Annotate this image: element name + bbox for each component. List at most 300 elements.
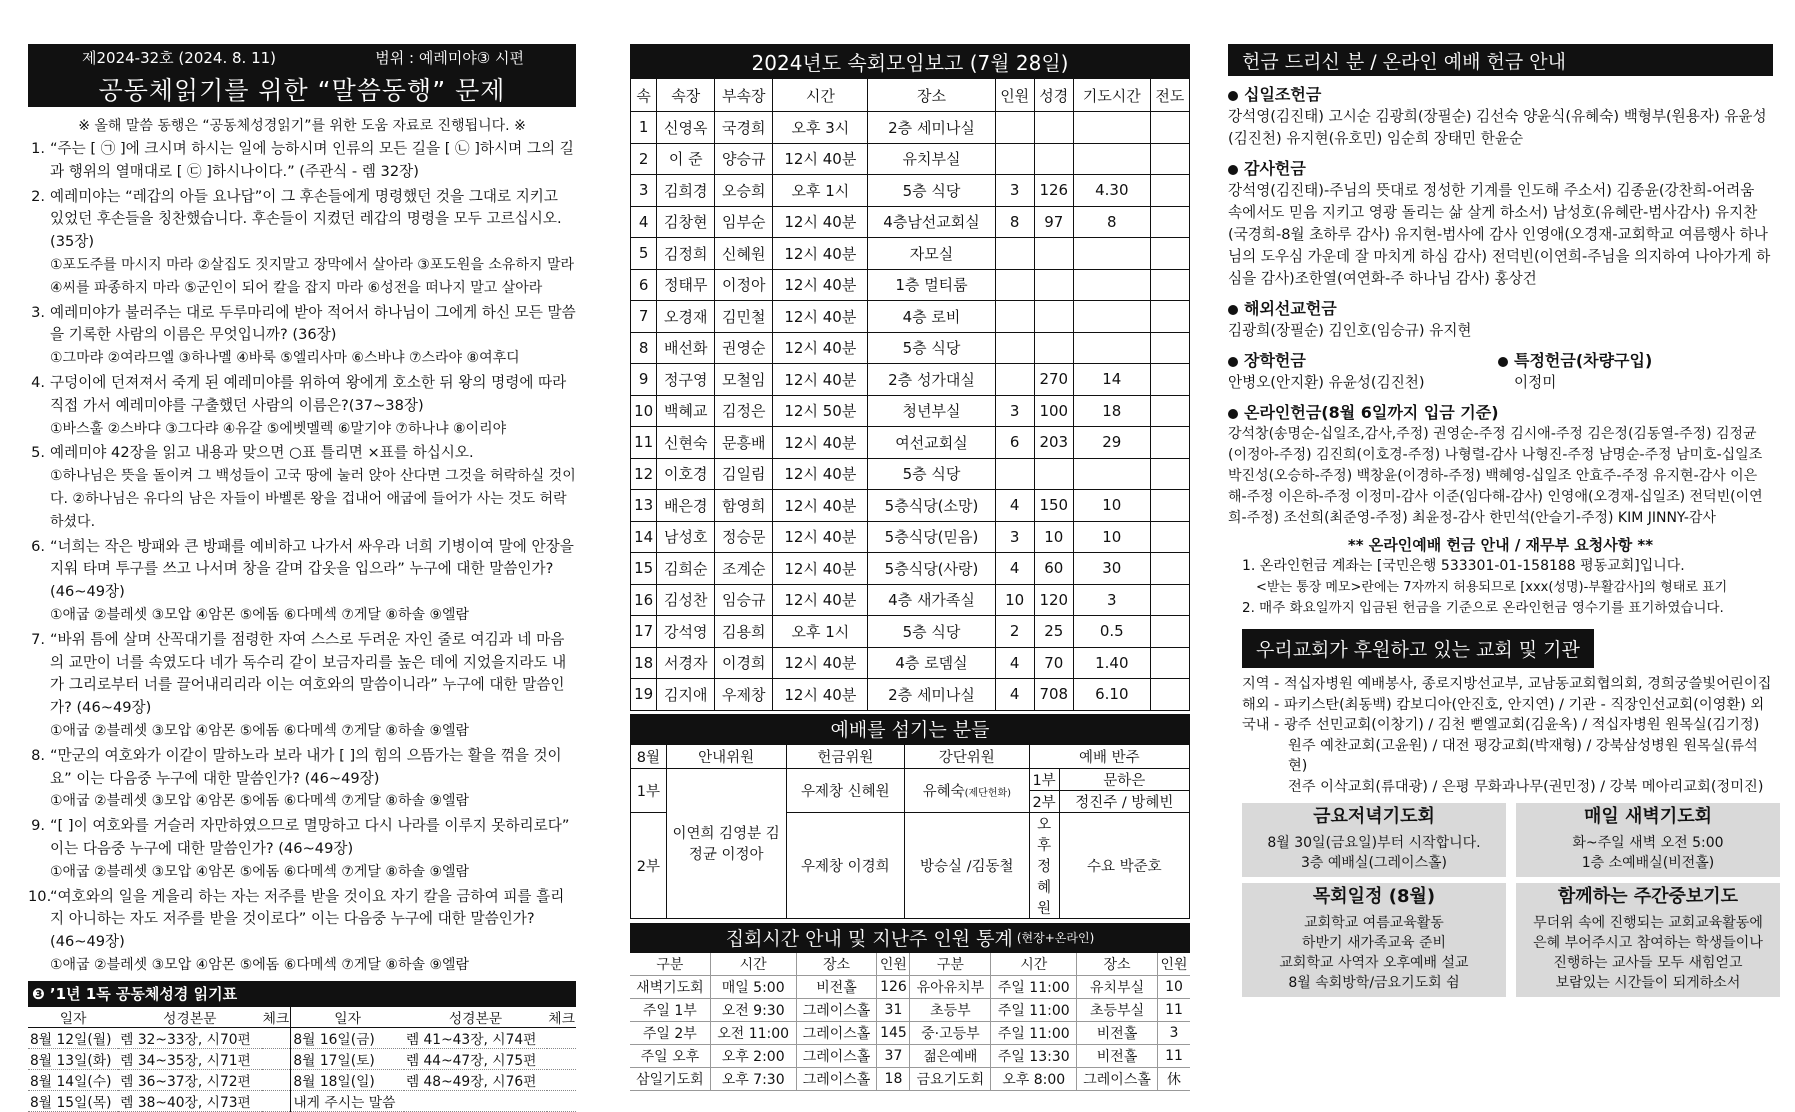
online-heading-text: 온라인헌금(8월 6일까지 입금 기준) (1244, 403, 1499, 422)
stats-cell: 31 (877, 999, 910, 1022)
reading-range: 범위 : 예레미야③ 시편 (375, 49, 524, 67)
question-item (28, 815, 576, 883)
stats-row (630, 1068, 1190, 1091)
question-number: 7. (31, 630, 45, 648)
group-cell: 126 (1034, 175, 1073, 207)
group-cell (995, 238, 1034, 270)
group-cell: 4.30 (1073, 175, 1150, 207)
group-cell: 3 (995, 175, 1034, 207)
stats-cell: 그레이스홀 (796, 1022, 877, 1045)
notice-box (1242, 803, 1506, 877)
group-cell: 12시 40분 (773, 332, 868, 364)
notice-box-title: 금요저녁기도회 (1313, 806, 1435, 827)
group-col-header: 성경 (1034, 79, 1073, 112)
reading-cell: 렘 48~49장, 시76편 (404, 1069, 547, 1090)
group-cell: 6 (995, 427, 1034, 459)
group-cell: 김정희 (657, 238, 715, 270)
mission-heading (1228, 298, 1773, 320)
group-cell: 김성찬 (657, 584, 715, 616)
group-cell: 29 (1073, 427, 1150, 459)
stats-title-text: 집회시간 안내 및 지난주 인원 통계 (725, 928, 1013, 950)
group-cell: 8 (631, 332, 657, 364)
reading-col-header: 일자 (28, 1007, 118, 1028)
offering-column (1228, 44, 1773, 997)
question-body (50, 886, 576, 977)
reading-col-header: 성경본문 (118, 1007, 261, 1028)
group-cell (1150, 301, 1189, 333)
question-item (28, 442, 576, 533)
question-item (28, 138, 576, 184)
stats-cell: 오후 7:30 (710, 1068, 796, 1091)
question-text: “여호와의 일을 게을리 하는 자는 저주를 받을 것이요 자기 칼을 금하여 피를 흘리지 아니하는 자도 저주를 받을 것이로다” 이는 다음중 누구에 대한 말씀인가? (46~49장) (50, 887, 565, 951)
stats-cell: 매일 5:00 (710, 976, 796, 999)
group-cell: 오후 1시 (773, 175, 868, 207)
group-row (631, 238, 1190, 270)
group-row (631, 269, 1190, 301)
question-options: ①포도주를 마시지 마라 ②살집도 짓지말고 장막에서 살아라 ③포도원을 소유하지 말라 ④씨를 파종하지 마라 ⑤군인이 되어 칼을 잡지 마라 ⑥성전을 떠나지 말고 살아라 (50, 256, 574, 296)
reading-row (28, 1090, 576, 1111)
reading-col-header: 성경본문 (404, 1007, 547, 1028)
group-cell: 4 (995, 490, 1034, 522)
question-body (50, 302, 576, 370)
question-number: 9. (31, 817, 45, 835)
reading-cell: 렘 32~33장, 시70편 (118, 1027, 261, 1048)
band-part1: 1부 (1029, 768, 1059, 790)
group-cell: 12시 40분 (773, 206, 868, 238)
stats-cell: 주일 2부 (630, 1022, 710, 1045)
question-text: “주는 [ ㉠ ]에 크시며 하시는 일에 능하시며 인류의 모든 길을 [ ㉡ ]하시며 그의 길과 행위의 열매대로 [ ㉢ ]하시나이다.” (주관식 - 렘 32장) (50, 140, 574, 180)
notice-box-line: 교회학교 사역자 오후예배 설교 (1279, 955, 1469, 971)
reading-check[interactable] (547, 1027, 576, 1048)
quiz-column (28, 44, 576, 1112)
question-number: 4. (31, 373, 45, 391)
group-row (631, 112, 1190, 144)
group-cell: 203 (1034, 427, 1073, 459)
reading-cell: 8월 15일(목) (28, 1090, 118, 1111)
stats-subtitle: (현장+온라인) (1016, 931, 1095, 945)
scholarship-special-section (1228, 350, 1773, 394)
reading-check[interactable] (262, 1090, 291, 1111)
stats-cell: 비전홀 (1077, 1045, 1158, 1068)
group-cell: 모철임 (715, 364, 773, 396)
group-row (631, 332, 1190, 364)
thanks-heading (1228, 158, 1773, 180)
group-cell: 13 (631, 490, 657, 522)
question-item (28, 302, 576, 370)
group-cell: 4 (995, 647, 1034, 679)
group-row (631, 301, 1190, 333)
group-cell: 정태무 (657, 269, 715, 301)
stats-cell: 오전 11:00 (710, 1022, 796, 1045)
stats-col-header: 구분 (630, 953, 710, 976)
group-col-header: 전도 (1150, 79, 1189, 112)
reading-cell: 렘 44~47장, 시75편 (404, 1048, 547, 1069)
group-cell (995, 364, 1034, 396)
group-cell: 이호경 (657, 458, 715, 490)
group-cell: 5층식당(믿음) (868, 521, 995, 553)
group-cell: 270 (1034, 364, 1073, 396)
online-section (1228, 402, 1773, 529)
reading-check[interactable] (547, 1069, 576, 1090)
servers-pulpit-head: 강단위원 (905, 744, 1030, 768)
reading-cell: 8월 13일(화) (28, 1048, 118, 1069)
thanks-section (1228, 158, 1773, 290)
group-cell: 14 (1073, 364, 1150, 396)
servers-pulpit1 (905, 768, 1030, 812)
group-col-header: 속장 (657, 79, 715, 112)
group-cell: 정승문 (715, 521, 773, 553)
support-line: 전주 이삭교회(류대광) / 은평 무화과나무(권민정) / 강북 메아리교회(정미진) (1288, 778, 1764, 795)
group-cell: 이정아 (715, 269, 773, 301)
group-cell: 임승규 (715, 584, 773, 616)
reading-check[interactable] (547, 1048, 576, 1069)
stats-cell: 126 (877, 976, 910, 999)
notice-box-line: 8월 속회방학/금요기도회 쉼 (1288, 975, 1460, 991)
question-body (50, 186, 576, 300)
group-cell: 7 (631, 301, 657, 333)
question-body (50, 745, 576, 813)
stats-col-header: 장소 (796, 953, 877, 976)
group-cell: 14 (631, 521, 657, 553)
group-cell (995, 332, 1034, 364)
group-cell: 5층 식당 (868, 458, 995, 490)
group-cell (1150, 679, 1189, 711)
group-cell: 4층 새가족실 (868, 584, 995, 616)
reading-cell: 내게 주시는 말씀 (291, 1090, 404, 1111)
mission-section (1228, 298, 1773, 342)
report-column (630, 44, 1190, 1091)
question-item (28, 536, 576, 627)
band-afternoon: 오후 정혜원 (1029, 812, 1059, 918)
stats-cell: 18 (877, 1068, 910, 1091)
scholarship-names: 안병오(안지환) 유윤성(김진천) (1228, 374, 1425, 391)
group-cell: 신영옥 (657, 112, 715, 144)
group-cell: 우제창 (715, 679, 773, 711)
group-cell: 12시 50분 (773, 395, 868, 427)
group-row (631, 553, 1190, 585)
notice-box-line: 1층 소예배실(비전홀) (1581, 855, 1715, 871)
band-part2: 2부 (1029, 790, 1059, 812)
reading-cell: 8월 18일(일) (291, 1069, 404, 1090)
question-number: 6. (31, 537, 45, 555)
group-cell: 12시 40분 (773, 269, 868, 301)
band-part1-name: 문하은 (1059, 768, 1189, 790)
group-cell: 60 (1034, 553, 1073, 585)
question-body (50, 815, 576, 883)
tithe-section (1228, 84, 1773, 150)
question-number: 8. (31, 746, 45, 764)
servers-band-head: 예배 반주 (1029, 744, 1189, 768)
group-cell: 배은경 (657, 490, 715, 522)
servers-pulpit1-name: 유혜숙 (922, 783, 965, 800)
group-cell: 30 (1073, 553, 1150, 585)
group-cell: 5층 식당 (868, 175, 995, 207)
question-list (28, 138, 576, 977)
reading-cell: 렘 36~37장, 시72편 (118, 1069, 261, 1090)
stats-col-header: 구분 (910, 953, 991, 976)
scholarship-heading (1228, 350, 1498, 372)
servers-part1: 1부 (631, 768, 667, 812)
group-cell: 12 (631, 458, 657, 490)
group-cell (1034, 301, 1073, 333)
group-cell: 4층 로비 (868, 301, 995, 333)
group-cell: 유치부실 (868, 143, 995, 175)
group-cell: 3 (995, 521, 1034, 553)
stats-col-header: 장소 (1077, 953, 1158, 976)
servers-guide-head: 안내위원 (666, 744, 786, 768)
question-options: ①애굽 ②블레셋 ③모압 ④암몬 ⑤에돔 ⑥다메섹 ⑦게달 ⑧하솔 ⑨엘람 (50, 722, 470, 739)
stats-cell: 그레이스홀 (796, 1045, 877, 1068)
guide-line-3: 2. 매주 화요일까지 입금된 헌금을 기준으로 온라인헌금 영수기를 표기하였습니다. (1242, 600, 1724, 616)
question-options: ①바스훌 ②스바댜 ③그다랴 ④유갈 ⑤에벳멜렉 ⑥말기야 ⑦하나냐 ⑧이리야 (50, 420, 507, 437)
group-row (631, 521, 1190, 553)
group-cell: 김일림 (715, 458, 773, 490)
stats-cell: 중·고등부 (910, 1022, 991, 1045)
group-cell (995, 269, 1034, 301)
online-names: 강석창(송명순-십일조,감사,주정) 권영순-주정 김시애-주정 김은정(김동열-주정) 김정균(이정아-주정) 김진희(이호경-주정) 나형렬-감사 나형진-주정 남명순-주정 남미호-십일조 박진성(오승하-주정) 백창윤(이경하-주정) 백혜영-십일조 안효주-주정 유지현-감사 이은해-주정 이은하-주정 이정미-감사 이준(임다해-감사) 인영애(오경재-십일조) 전덕빈(이연희-주정) 조선희(최준영-주정) 최윤정-감사 한민석(안슬기-주정) KIM JINNY-감사 (1228, 426, 1763, 526)
stats-row (630, 1022, 1190, 1045)
offering-title: 헌금 드리신 분 / 온라인 예배 헌금 안내 (1228, 44, 1773, 76)
group-cell (1150, 458, 1189, 490)
group-cell (995, 143, 1034, 175)
online-heading (1228, 402, 1773, 424)
group-cell: 오경재 (657, 301, 715, 333)
group-cell: 12시 40분 (773, 521, 868, 553)
question-item (28, 629, 576, 743)
support-line: 지역 - 적십자병원 예배봉사, 종로지방선교부, 교남동교회협의회, 경희궁쓸빛어린이집 (1242, 676, 1772, 692)
group-cell (1150, 490, 1189, 522)
group-cell: 10 (1073, 490, 1150, 522)
group-cell (1034, 332, 1073, 364)
group-cell: 이경희 (715, 647, 773, 679)
group-cell (1150, 112, 1189, 144)
support-line: 원주 예찬교회(고윤원) / 대전 평강교회(박재형) / 강북삼성병원 원목실(류석현) (1288, 737, 1758, 774)
notice-box (1516, 803, 1780, 877)
group-cell: 12시 40분 (773, 584, 868, 616)
group-row (631, 143, 1190, 175)
notice-box-line: 은혜 부어주시고 참여하는 학생들이나 (1533, 935, 1763, 951)
guide-line-2: <받는 통장 메모>란에는 7자까지 허용되므로 [xxx(성명)-부활감사]의 형태로 표기 (1256, 580, 1728, 595)
group-cell (1150, 143, 1189, 175)
group-cell: 12시 40분 (773, 647, 868, 679)
group-cell: 이 준 (657, 143, 715, 175)
servers-part2: 2부 (631, 812, 667, 918)
guide-heading: ** 온라인예배 헌금 안내 / 재무부 요청사항 ** (1347, 536, 1654, 554)
group-cell: 100 (1034, 395, 1073, 427)
stats-row (630, 999, 1190, 1022)
notice-box (1242, 883, 1506, 997)
thanks-names: 강석영(김진태)-주님의 뜻대로 정성한 기계를 인도해 주소서) 김종윤(강찬희-어려움 속에서도 믿음 지키고 영광 돌리는 삶 살게 하소서) 남성호(유혜란-범사감사) 유지찬(국경희-8월 초하루 감사) 유지현-범사에 감사 인영애(오경재-교회학교 여름행사 하나님의 도우심 가운데 잘 마치게 하심 감사) 전덕빈(이연희-주님을 의지하여 나아가게 하심을 감사)조한열(여연화-주 하나님 감사) 홍상건 (1228, 182, 1771, 287)
group-cell: 청년부실 (868, 395, 995, 427)
group-cell: 5층 식당 (868, 332, 995, 364)
group-cell: 김정은 (715, 395, 773, 427)
group-cell: 11 (631, 427, 657, 459)
group-cell (1150, 364, 1189, 396)
notice-boxes (1228, 803, 1773, 997)
group-row (631, 679, 1190, 711)
group-row (631, 490, 1190, 522)
quiz-note: ※ 올해 말씀 동행은 “공동체성경읽기”를 위한 도움 자료로 진행됩니다. ※ (78, 118, 526, 134)
stats-cell: 11 (1157, 1045, 1190, 1068)
question-item (28, 372, 576, 440)
question-options: ①애굽 ②블레셋 ③모압 ④암몬 ⑤에돔 ⑥다메섹 ⑦게달 ⑧하솔 ⑨엘람 (50, 606, 470, 623)
group-row (631, 458, 1190, 490)
group-cell: 18 (631, 647, 657, 679)
group-cell: 김지애 (657, 679, 715, 711)
stats-col-header: 시간 (710, 953, 796, 976)
stats-cell: 초등부실 (1077, 999, 1158, 1022)
group-cell: 10 (1073, 521, 1150, 553)
stats-row (630, 1045, 1190, 1068)
reading-cell: 렘 41~43장, 시74편 (404, 1027, 547, 1048)
group-cell (1150, 521, 1189, 553)
group-cell: 19 (631, 679, 657, 711)
question-text: 예레미야 42장을 읽고 내용과 맞으면 ○표 틀리면 ×표를 하십시오. (50, 444, 474, 462)
servers-title: 예배를 섬기는 분들 (630, 714, 1190, 744)
group-row (631, 206, 1190, 238)
special-heading (1498, 350, 1652, 372)
group-cell (995, 458, 1034, 490)
stats-cell: 그레이스홀 (1077, 1068, 1158, 1091)
group-cell: 12시 40분 (773, 238, 868, 270)
scholarship-heading-text: 장학헌금 (1244, 351, 1306, 370)
group-report-table (630, 78, 1190, 711)
reading-cell: 렘 38~40장, 시73편 (118, 1090, 261, 1111)
guide-line-1: 1. 온라인헌금 계좌는 [국민은행 533301-01-158188 평동교회]입니다. (1242, 558, 1685, 574)
group-cell: 국경희 (715, 112, 773, 144)
question-options: ①애굽 ②블레셋 ③모압 ④암몬 ⑤에돔 ⑥다메섹 ⑦게달 ⑧하솔 ⑨엘람 (50, 863, 470, 880)
support-list (1228, 674, 1773, 797)
group-cell (1073, 143, 1150, 175)
question-options: ①그마랴 ②여라므엘 ③하나멜 ④바룩 ⑤엘리사마 ⑥스바냐 ⑦스라야 ⑧여후디 (50, 350, 520, 367)
stats-cell: 삼일기도회 (630, 1068, 710, 1091)
notice-box-line: 진행하는 교사들 모두 새힘얻고 (1553, 955, 1743, 971)
stats-cell: 초등부 (910, 999, 991, 1022)
stats-cell: 145 (877, 1022, 910, 1045)
group-cell (995, 112, 1034, 144)
notice-box-line: 3층 예배실(그레이스홀) (1301, 855, 1447, 871)
issue-number: 제2024-32호 (2024. 8. 11) (82, 49, 277, 67)
stats-cell: 休 (1157, 1068, 1190, 1091)
group-cell: 4층남선교회실 (868, 206, 995, 238)
group-cell (1073, 269, 1150, 301)
stats-cell: 비전홀 (796, 976, 877, 999)
group-cell: 25 (1034, 616, 1073, 648)
support-line: 해외 - 파키스탄(최동백) 캄보디아(안진호, 안지연) / 기관 - 직장인선교회(이영환) 외 (1242, 696, 1765, 713)
group-cell: 자모실 (868, 238, 995, 270)
group-cell: 김희순 (657, 553, 715, 585)
notice-box-line: 화~주일 새벽 오전 5:00 (1572, 835, 1724, 851)
reading-check[interactable] (262, 1069, 291, 1090)
group-cell: 2층 성가대실 (868, 364, 995, 396)
question-options: ①애굽 ②블레셋 ③모압 ④암몬 ⑤에돔 ⑥다메섹 ⑦게달 ⑧하솔 ⑨엘람 (50, 956, 470, 973)
reading-check[interactable] (262, 1027, 291, 1048)
stats-cell: 비전홀 (1077, 1022, 1158, 1045)
group-cell: 4 (995, 679, 1034, 711)
group-cell (1073, 458, 1150, 490)
group-cell: 15 (631, 553, 657, 585)
group-cell: 8 (995, 206, 1034, 238)
group-cell: 오후 3시 (773, 112, 868, 144)
question-number: 2. (31, 187, 45, 205)
group-cell (1150, 647, 1189, 679)
group-cell: 12시 40분 (773, 553, 868, 585)
support-title: 우리교회가 후원하고 있는 교회 및 기관 (1242, 629, 1594, 668)
reading-check[interactable] (547, 1090, 576, 1111)
stats-cell: 주일 11:00 (991, 1022, 1077, 1045)
group-cell (1150, 269, 1189, 301)
group-cell: 조계순 (715, 553, 773, 585)
group-cell: 문흥배 (715, 427, 773, 459)
stats-cell: 그레이스홀 (796, 1068, 877, 1091)
reading-cell: 8월 17일(토) (291, 1048, 404, 1069)
reading-check[interactable] (262, 1048, 291, 1069)
support-line: 국내 - 광주 선민교회(이창기) / 김천 뻗엘교회(김윤옥) / 적십자병원 원목실(김기정) (1242, 717, 1760, 733)
stats-row (630, 976, 1190, 999)
question-item (28, 886, 576, 977)
question-text: “[ ]이 여호와를 거슬러 자만하였으므로 멸망하고 다시 나라를 이루지 못하리로다” 이는 다음중 누구에 대한 말씀인가? (46~49장) (50, 817, 570, 857)
group-col-header: 인원 (995, 79, 1034, 112)
reading-col-header: 일자 (291, 1007, 404, 1028)
notice-box-line: 8월 30일(금요일)부터 시작합니다. (1267, 835, 1481, 851)
stats-cell: 오후 2:00 (710, 1045, 796, 1068)
stats-cell: 유아유치부 (910, 976, 991, 999)
servers-pulpit2: 방승실 /김동철 (905, 812, 1030, 918)
group-cell: 5층식당(소망) (868, 490, 995, 522)
group-row (631, 364, 1190, 396)
group-cell (995, 301, 1034, 333)
group-cell: 4층 로뎀실 (868, 647, 995, 679)
group-cell (1150, 427, 1189, 459)
group-cell: 97 (1034, 206, 1073, 238)
group-cell: 서경자 (657, 647, 715, 679)
servers-month: 8월 (631, 744, 667, 768)
group-cell (1150, 395, 1189, 427)
reading-cell: 8월 14일(수) (28, 1069, 118, 1090)
reading-row (28, 1069, 576, 1090)
question-text: “바위 틈에 살며 산꼭대기를 점령한 자여 스스로 두려운 자인 줄로 여김과 네 마음의 교만이 너를 속였도다 네가 독수리 같이 보금자리를 높은 데에 지었을지라도 내가 그리로부터 너를 끌어내리리라 이는 여호와의 말씀이니라” 누구에 대한 말씀인가? (46~49장) (50, 630, 567, 717)
question-item (28, 186, 576, 300)
group-cell: 김창현 (657, 206, 715, 238)
stats-cell: 그레이스홀 (796, 999, 877, 1022)
stats-title (630, 923, 1190, 953)
reading-cell: 렘 34~35장, 시71편 (118, 1048, 261, 1069)
notice-box-line: 교회학교 여름교육활동 (1304, 915, 1444, 931)
group-cell: 150 (1034, 490, 1073, 522)
notice-box (1516, 883, 1780, 997)
group-cell: 12시 40분 (773, 427, 868, 459)
group-cell (1150, 175, 1189, 207)
group-report-title: 2024년도 속회모임보고 (7월 28일) (630, 44, 1190, 78)
stats-cell: 주일 1부 (630, 999, 710, 1022)
group-row (631, 395, 1190, 427)
group-cell: 여선교회실 (868, 427, 995, 459)
group-cell: 6 (631, 269, 657, 301)
question-options: ①애굽 ②블레셋 ③모압 ④암몬 ⑤에돔 ⑥다메섹 ⑦게달 ⑧하솔 ⑨엘람 (50, 793, 470, 810)
servers-table (630, 744, 1190, 919)
group-cell: 10 (1034, 521, 1073, 553)
group-cell: 함영희 (715, 490, 773, 522)
group-cell: 16 (631, 584, 657, 616)
group-cell: 오후 1시 (773, 616, 868, 648)
group-row (631, 647, 1190, 679)
tithe-heading (1228, 84, 1773, 106)
special-names: 이정미 (1514, 374, 1557, 391)
question-item (28, 745, 576, 813)
group-cell: 3 (1073, 584, 1150, 616)
notice-box-title: 매일 새벽기도회 (1584, 806, 1712, 827)
group-cell: 1 (631, 112, 657, 144)
